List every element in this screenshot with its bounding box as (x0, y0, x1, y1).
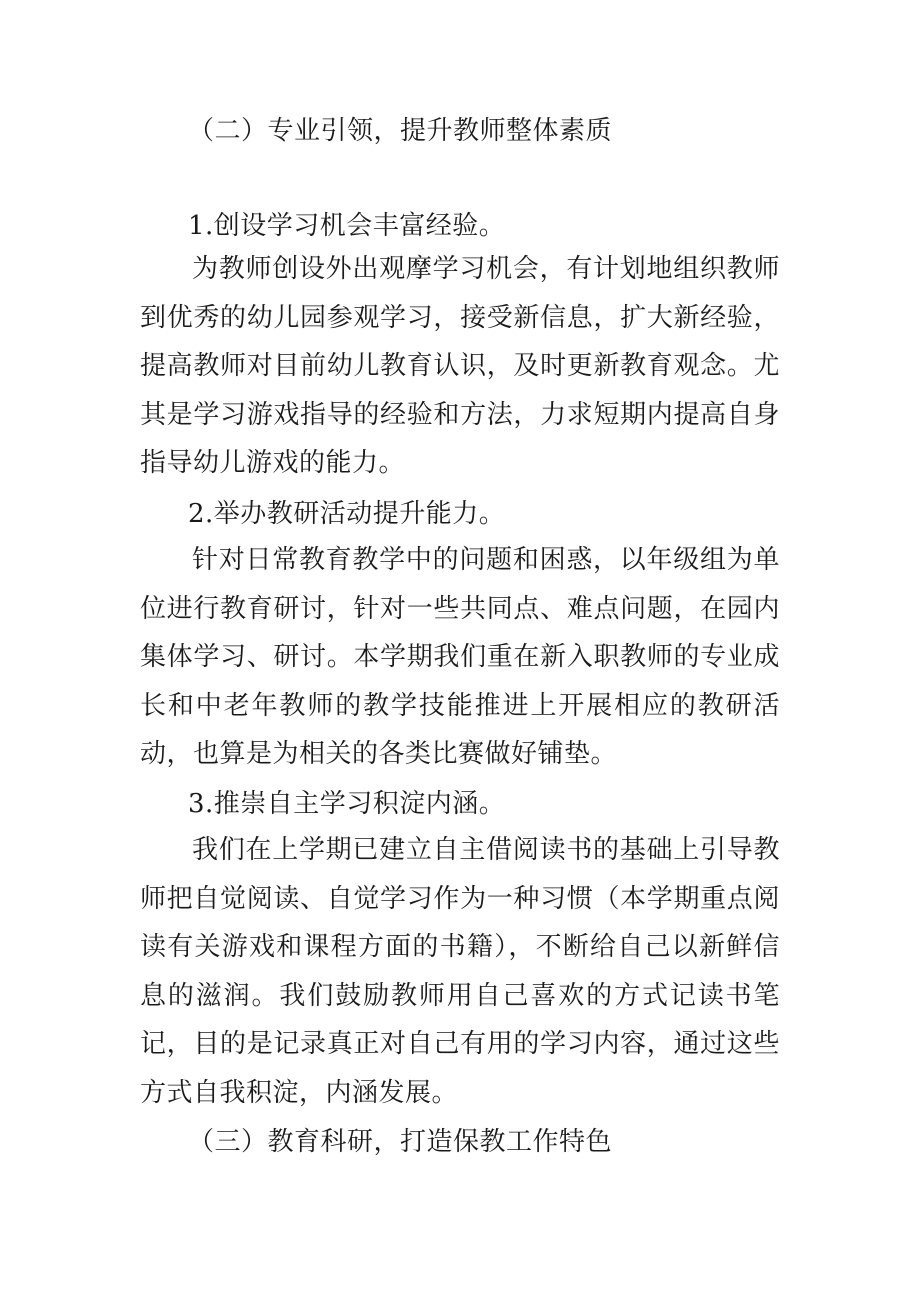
item-1-title: 1.创设学习机会丰富经验。 (188, 211, 506, 241)
section-2-heading: （二）专业引领，提升教师整体素质 (188, 116, 613, 146)
item-1-paragraph: 为教师创设外出观摩学习机会，有计划地组织教师到优秀的幼儿园参观学习，接受新信息，扩大新经验，提高教师对目前幼儿教育认识，及时更新教育观念。尤其是学习游戏指导的经验和方法，力求短期内提高自身指导幼儿游戏的能力。 (140, 254, 780, 478)
section-3-heading: （三）教育科研，打造保教工作特色 (188, 1127, 613, 1157)
item-2-title: 2.举办教研活动提升能力。 (188, 499, 506, 529)
item-3-paragraph: 我们在上学期已建立自主借阅读书的基础上引导教师把自觉阅读、自觉学习作为一种习惯（本学期重点阅读有关游戏和课程方面的书籍），不断给自己以新鲜信息的滋润。我们鼓励教师用自己喜欢的方式记读书笔记，目的是记录真正对自己有用的学习内容，通过这些方式自我积淀，内涵发展。 (140, 835, 780, 1108)
item-2-paragraph: 针对日常教育教学中的问题和困惑，以年级组为单位进行教育研讨，针对一些共同点、难点问题，在园内集体学习、研讨。本学期我们重在新入职教师的专业成长和中老年教师的教学技能推进上开展相应的教研活动，也算是为相关的各类比赛做好铺垫。 (140, 545, 780, 769)
item-3-title: 3.推崇自主学习积淀内涵。 (188, 789, 506, 819)
